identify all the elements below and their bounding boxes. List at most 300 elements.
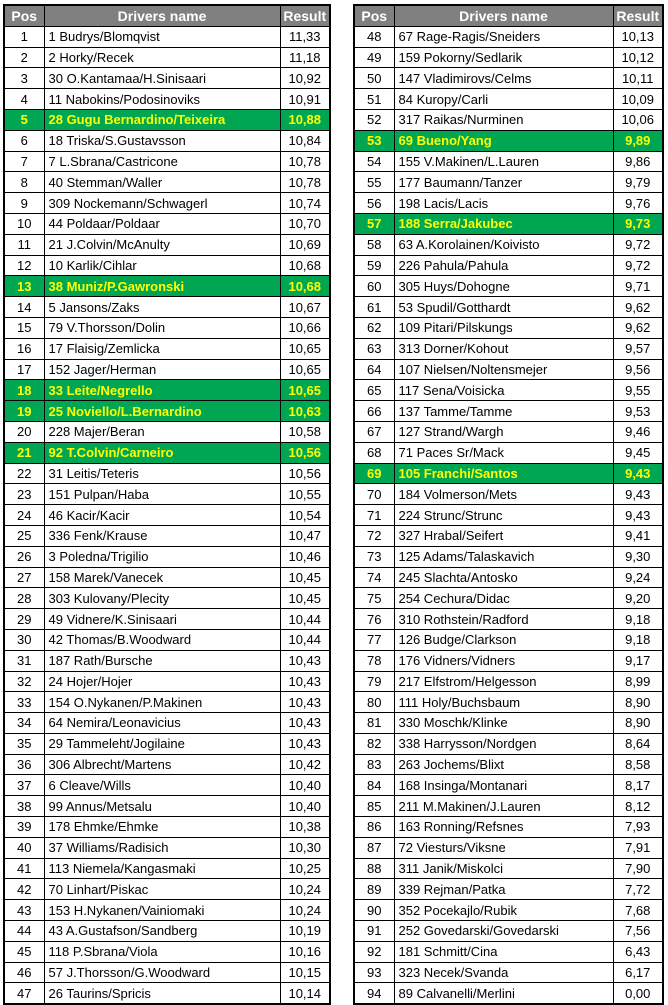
table-row [354, 796, 663, 817]
result-cell: 10,56 [280, 463, 330, 484]
driver-name-cell: 29 Tammeleht/Jogilaine [44, 733, 280, 754]
driver-name-cell: 306 Albrecht/Martens [44, 754, 280, 775]
result-cell: 7,90 [613, 858, 663, 879]
driver-name-cell: 177 Baumann/Tanzer [394, 172, 613, 193]
result-cell: 9,89 [613, 130, 663, 151]
driver-name-cell: 24 Hojer/Hojer [44, 671, 280, 692]
table-row [354, 609, 663, 630]
result-cell: 9,72 [613, 234, 663, 255]
result-cell: 9,62 [613, 297, 663, 318]
result-cell: 10,14 [280, 983, 330, 1004]
pos-cell: 17 [4, 359, 44, 380]
result-cell: 9,86 [613, 151, 663, 172]
driver-name-cell: 84 Kuropy/Carli [394, 89, 613, 110]
result-cell: 8,90 [613, 692, 663, 713]
result-cell: 8,58 [613, 754, 663, 775]
result-column-header: Result [613, 5, 663, 26]
driver-name-cell: 42 Thomas/B.Woodward [44, 629, 280, 650]
pos-cell: 32 [4, 671, 44, 692]
result-cell: 9,30 [613, 546, 663, 567]
result-cell: 10,44 [280, 629, 330, 650]
driver-name-cell: 70 Linhart/Piskac [44, 879, 280, 900]
result-cell: 10,56 [280, 442, 330, 463]
table-row [4, 109, 330, 130]
pos-cell: 54 [354, 151, 394, 172]
driver-name-cell: 217 Elfstrom/Helgesson [394, 671, 613, 692]
driver-name-cell: 317 Raikas/Nurminen [394, 109, 613, 130]
pos-cell: 13 [4, 276, 44, 297]
driver-name-cell: 18 Triska/S.Gustavsson [44, 130, 280, 151]
driver-name-cell: 245 Slachta/Antosko [394, 567, 613, 588]
pos-cell: 23 [4, 484, 44, 505]
driver-name-cell: 323 Necek/Svanda [394, 962, 613, 983]
driver-name-cell: 113 Niemela/Kangasmaki [44, 858, 280, 879]
table-row [354, 421, 663, 442]
pos-cell: 64 [354, 359, 394, 380]
results-table-right [353, 4, 664, 1005]
result-cell: 8,90 [613, 713, 663, 734]
driver-name-cell: 176 Vidners/Vidners [394, 650, 613, 671]
result-cell: 8,12 [613, 796, 663, 817]
driver-name-cell: 151 Pulpan/Haba [44, 484, 280, 505]
driver-name-cell: 99 Annus/Metsalu [44, 796, 280, 817]
driver-name-cell: 211 M.Makinen/J.Lauren [394, 796, 613, 817]
result-cell: 10,58 [280, 421, 330, 442]
result-cell: 9,73 [613, 213, 663, 234]
pos-cell: 51 [354, 89, 394, 110]
table-row [354, 130, 663, 151]
result-cell: 9,43 [613, 484, 663, 505]
pos-cell: 92 [354, 941, 394, 962]
result-cell: 10,30 [280, 837, 330, 858]
result-cell: 10,40 [280, 775, 330, 796]
driver-name-cell: 336 Fenk/Krause [44, 525, 280, 546]
driver-name-cell: 31 Leitis/Teteris [44, 463, 280, 484]
driver-name-cell: 21 J.Colvin/McAnulty [44, 234, 280, 255]
pos-cell: 58 [354, 234, 394, 255]
driver-name-cell: 30 O.Kantamaa/H.Sinisaari [44, 68, 280, 89]
table-row [4, 172, 330, 193]
pos-cell: 21 [4, 442, 44, 463]
table-row [354, 255, 663, 276]
pos-cell: 9 [4, 193, 44, 214]
table-row [354, 817, 663, 838]
result-cell: 10,25 [280, 858, 330, 879]
driver-name-cell: 154 O.Nykanen/P.Makinen [44, 692, 280, 713]
result-cell: 9,20 [613, 588, 663, 609]
table-row [4, 193, 330, 214]
table-row [354, 151, 663, 172]
result-cell: 9,17 [613, 650, 663, 671]
pos-cell: 67 [354, 421, 394, 442]
table-row [354, 733, 663, 754]
result-cell: 9,72 [613, 255, 663, 276]
table-row [4, 796, 330, 817]
pos-cell: 55 [354, 172, 394, 193]
driver-name-cell: 311 Janik/Miskolci [394, 858, 613, 879]
pos-cell: 78 [354, 650, 394, 671]
table-row [4, 359, 330, 380]
pos-cell: 48 [354, 26, 394, 47]
pos-cell: 40 [4, 837, 44, 858]
result-cell: 10,65 [280, 380, 330, 401]
pos-cell: 86 [354, 817, 394, 838]
pos-cell: 47 [4, 983, 44, 1004]
table-row [4, 609, 330, 630]
result-cell: 9,43 [613, 463, 663, 484]
drivers-name-column-header: Drivers name [394, 5, 613, 26]
table-row [354, 297, 663, 318]
pos-cell: 36 [4, 754, 44, 775]
result-cell: 10,66 [280, 317, 330, 338]
driver-name-cell: 57 J.Thorsson/G.Woodward [44, 962, 280, 983]
table-row [4, 754, 330, 775]
pos-cell: 66 [354, 401, 394, 422]
pos-cell: 75 [354, 588, 394, 609]
pos-cell: 18 [4, 380, 44, 401]
result-cell: 10,68 [280, 255, 330, 276]
driver-name-cell: 111 Holy/Buchsbaum [394, 692, 613, 713]
pos-cell: 2 [4, 47, 44, 68]
driver-name-cell: 254 Cechura/Didac [394, 588, 613, 609]
table-row [4, 130, 330, 151]
pos-cell: 43 [4, 900, 44, 921]
pos-cell: 22 [4, 463, 44, 484]
result-cell: 9,45 [613, 442, 663, 463]
pos-cell: 5 [4, 109, 44, 130]
result-cell: 10,06 [613, 109, 663, 130]
result-cell: 10,16 [280, 941, 330, 962]
table-row [4, 234, 330, 255]
table-row [354, 629, 663, 650]
driver-name-cell: 187 Rath/Bursche [44, 650, 280, 671]
result-cell: 10,43 [280, 733, 330, 754]
driver-name-cell: 17 Flaisig/Zemlicka [44, 338, 280, 359]
result-cell: 10,11 [613, 68, 663, 89]
driver-name-cell: 338 Harrysson/Nordgen [394, 733, 613, 754]
table-row [4, 317, 330, 338]
result-cell: 10,54 [280, 505, 330, 526]
pos-cell: 70 [354, 484, 394, 505]
results-table-left [3, 4, 331, 1005]
result-cell: 9,62 [613, 317, 663, 338]
pos-cell: 59 [354, 255, 394, 276]
pos-cell: 38 [4, 796, 44, 817]
result-cell: 11,33 [280, 26, 330, 47]
table-row [354, 276, 663, 297]
result-cell: 10,13 [613, 26, 663, 47]
driver-name-cell: 11 Nabokins/Podosinoviks [44, 89, 280, 110]
pos-cell: 16 [4, 338, 44, 359]
table-row [354, 879, 663, 900]
table-row [354, 858, 663, 879]
table-row [354, 380, 663, 401]
table-row [4, 713, 330, 734]
pos-cell: 84 [354, 775, 394, 796]
table-row [354, 213, 663, 234]
table-row [354, 692, 663, 713]
table-row [4, 837, 330, 858]
pos-cell: 93 [354, 962, 394, 983]
result-cell: 9,71 [613, 276, 663, 297]
result-cell: 10,63 [280, 401, 330, 422]
driver-name-cell: 92 T.Colvin/Carneiro [44, 442, 280, 463]
driver-name-cell: 1 Budrys/Blomqvist [44, 26, 280, 47]
table-row [4, 463, 330, 484]
driver-name-cell: 118 P.Sbrana/Viola [44, 941, 280, 962]
driver-name-cell: 2 Horky/Recek [44, 47, 280, 68]
result-cell: 9,53 [613, 401, 663, 422]
pos-cell: 88 [354, 858, 394, 879]
pos-cell: 65 [354, 380, 394, 401]
table-row [354, 89, 663, 110]
pos-cell: 3 [4, 68, 44, 89]
result-cell: 10,38 [280, 817, 330, 838]
driver-name-cell: 224 Strunc/Strunc [394, 505, 613, 526]
pos-cell: 28 [4, 588, 44, 609]
driver-name-cell: 64 Nemira/Leonavicius [44, 713, 280, 734]
table-row [4, 567, 330, 588]
table-row [4, 47, 330, 68]
pos-cell: 62 [354, 317, 394, 338]
pos-cell: 41 [4, 858, 44, 879]
table-row [354, 588, 663, 609]
table-row [4, 733, 330, 754]
table-row [354, 983, 663, 1004]
pos-cell: 7 [4, 151, 44, 172]
pos-cell: 30 [4, 629, 44, 650]
table-row [4, 921, 330, 942]
pos-cell: 83 [354, 754, 394, 775]
driver-name-cell: 352 Pocekajlo/Rubik [394, 900, 613, 921]
table-row [4, 817, 330, 838]
result-cell: 10,09 [613, 89, 663, 110]
pos-cell: 72 [354, 525, 394, 546]
table-row [4, 421, 330, 442]
driver-name-cell: 155 V.Makinen/L.Lauren [394, 151, 613, 172]
table-row [4, 484, 330, 505]
result-cell: 10,15 [280, 962, 330, 983]
table-row [4, 650, 330, 671]
pos-cell: 71 [354, 505, 394, 526]
table-row [354, 754, 663, 775]
pos-cell: 24 [4, 505, 44, 526]
pos-cell: 50 [354, 68, 394, 89]
table-row [4, 983, 330, 1004]
table-row [354, 525, 663, 546]
pos-cell: 12 [4, 255, 44, 276]
result-cell: 10,24 [280, 879, 330, 900]
pos-cell: 91 [354, 921, 394, 942]
result-cell: 10,43 [280, 692, 330, 713]
pos-cell: 35 [4, 733, 44, 754]
result-cell: 7,68 [613, 900, 663, 921]
pos-cell: 4 [4, 89, 44, 110]
table-row [354, 463, 663, 484]
pos-cell: 73 [354, 546, 394, 567]
table-row [354, 359, 663, 380]
table-row [354, 713, 663, 734]
driver-name-cell: 43 A.Gustafson/Sandberg [44, 921, 280, 942]
pos-cell: 74 [354, 567, 394, 588]
table-row [4, 858, 330, 879]
table-row [4, 879, 330, 900]
pos-cell: 33 [4, 692, 44, 713]
result-cell: 6,43 [613, 941, 663, 962]
pos-cell: 60 [354, 276, 394, 297]
pos-cell: 77 [354, 629, 394, 650]
result-cell: 10,88 [280, 109, 330, 130]
table-row [354, 650, 663, 671]
pos-cell: 80 [354, 692, 394, 713]
pos-cell: 25 [4, 525, 44, 546]
result-cell: 8,64 [613, 733, 663, 754]
driver-name-cell: 125 Adams/Talaskavich [394, 546, 613, 567]
driver-name-cell: 72 Viesturs/Viksne [394, 837, 613, 858]
driver-name-cell: 310 Rothstein/Radford [394, 609, 613, 630]
table-row [4, 255, 330, 276]
driver-name-cell: 147 Vladimirovs/Celms [394, 68, 613, 89]
table-row [4, 401, 330, 422]
result-cell: 10,44 [280, 609, 330, 630]
result-cell: 10,92 [280, 68, 330, 89]
pos-cell: 37 [4, 775, 44, 796]
driver-name-cell: 40 Stemman/Waller [44, 172, 280, 193]
driver-name-cell: 198 Lacis/Lacis [394, 193, 613, 214]
table-row [354, 234, 663, 255]
pos-cell: 14 [4, 297, 44, 318]
pos-cell: 87 [354, 837, 394, 858]
table-row [354, 837, 663, 858]
driver-name-cell: 339 Rejman/Patka [394, 879, 613, 900]
pos-cell: 57 [354, 213, 394, 234]
driver-name-cell: 71 Paces Sr/Mack [394, 442, 613, 463]
driver-name-cell: 228 Majer/Beran [44, 421, 280, 442]
table-row [4, 213, 330, 234]
driver-name-cell: 10 Karlik/Cihlar [44, 255, 280, 276]
result-cell: 10,55 [280, 484, 330, 505]
table-row [354, 193, 663, 214]
table-row [354, 921, 663, 942]
pos-cell: 46 [4, 962, 44, 983]
driver-name-cell: 153 H.Nykanen/Vainiomaki [44, 900, 280, 921]
result-cell: 10,91 [280, 89, 330, 110]
driver-name-cell: 79 V.Thorsson/Dolin [44, 317, 280, 338]
result-cell: 9,18 [613, 609, 663, 630]
result-cell: 9,46 [613, 421, 663, 442]
drivers-name-column-header: Drivers name [44, 5, 280, 26]
table-row [4, 941, 330, 962]
pos-cell: 81 [354, 713, 394, 734]
driver-name-cell: 263 Jochems/Blixt [394, 754, 613, 775]
driver-name-cell: 127 Strand/Wargh [394, 421, 613, 442]
driver-name-cell: 188 Serra/Jakubec [394, 213, 613, 234]
table-row [354, 546, 663, 567]
driver-name-cell: 158 Marek/Vanecek [44, 567, 280, 588]
driver-name-cell: 105 Franchi/Santos [394, 463, 613, 484]
pos-cell: 44 [4, 921, 44, 942]
table-row [4, 276, 330, 297]
table-row [4, 297, 330, 318]
table-row [4, 26, 330, 47]
table-row [354, 338, 663, 359]
table-row [354, 505, 663, 526]
result-cell: 9,43 [613, 505, 663, 526]
driver-name-cell: 107 Nielsen/Noltensmejer [394, 359, 613, 380]
table-row [354, 26, 663, 47]
pos-cell: 11 [4, 234, 44, 255]
driver-name-cell: 184 Volmerson/Mets [394, 484, 613, 505]
table-row [4, 68, 330, 89]
result-cell: 9,57 [613, 338, 663, 359]
table-row [4, 588, 330, 609]
result-cell: 10,65 [280, 359, 330, 380]
pos-cell: 53 [354, 130, 394, 151]
pos-cell: 27 [4, 567, 44, 588]
pos-cell: 15 [4, 317, 44, 338]
driver-name-cell: 178 Ehmke/Ehmke [44, 817, 280, 838]
driver-name-cell: 313 Dorner/Kohout [394, 338, 613, 359]
table-row [4, 505, 330, 526]
driver-name-cell: 117 Sena/Voisicka [394, 380, 613, 401]
table-row [354, 671, 663, 692]
table-row [354, 317, 663, 338]
driver-name-cell: 309 Nockemann/Schwagerl [44, 193, 280, 214]
header-row [4, 5, 330, 26]
pos-cell: 19 [4, 401, 44, 422]
result-cell: 9,55 [613, 380, 663, 401]
table-row [4, 629, 330, 650]
pos-column-header: Pos [354, 5, 394, 26]
result-cell: 10,65 [280, 338, 330, 359]
pos-cell: 31 [4, 650, 44, 671]
result-cell: 7,72 [613, 879, 663, 900]
pos-cell: 79 [354, 671, 394, 692]
result-cell: 10,78 [280, 172, 330, 193]
driver-name-cell: 305 Huys/Dohogne [394, 276, 613, 297]
results-table-left-body [4, 26, 330, 1004]
pos-cell: 85 [354, 796, 394, 817]
driver-name-cell: 89 Calvanelli/Merlini [394, 983, 613, 1004]
table-row [4, 151, 330, 172]
table-row [4, 546, 330, 567]
result-cell: 9,79 [613, 172, 663, 193]
table-row [354, 172, 663, 193]
pos-cell: 45 [4, 941, 44, 962]
driver-name-cell: 5 Jansons/Zaks [44, 297, 280, 318]
result-cell: 10,84 [280, 130, 330, 151]
table-row [354, 962, 663, 983]
table-row [4, 692, 330, 713]
driver-name-cell: 152 Jager/Herman [44, 359, 280, 380]
pos-cell: 89 [354, 879, 394, 900]
result-cell: 10,42 [280, 754, 330, 775]
driver-name-cell: 25 Noviello/L.Bernardino [44, 401, 280, 422]
table-row [354, 401, 663, 422]
table-row [354, 567, 663, 588]
table-row [354, 775, 663, 796]
driver-name-cell: 38 Muniz/P.Gawronski [44, 276, 280, 297]
pos-cell: 42 [4, 879, 44, 900]
result-cell: 0,00 [613, 983, 663, 1004]
driver-name-cell: 28 Gugu Bernardino/Teixeira [44, 109, 280, 130]
driver-name-cell: 181 Schmitt/Cina [394, 941, 613, 962]
result-cell: 10,69 [280, 234, 330, 255]
driver-name-cell: 137 Tamme/Tamme [394, 401, 613, 422]
driver-name-cell: 53 Spudil/Gotthardt [394, 297, 613, 318]
driver-name-cell: 6 Cleave/Wills [44, 775, 280, 796]
header-row [354, 5, 663, 26]
